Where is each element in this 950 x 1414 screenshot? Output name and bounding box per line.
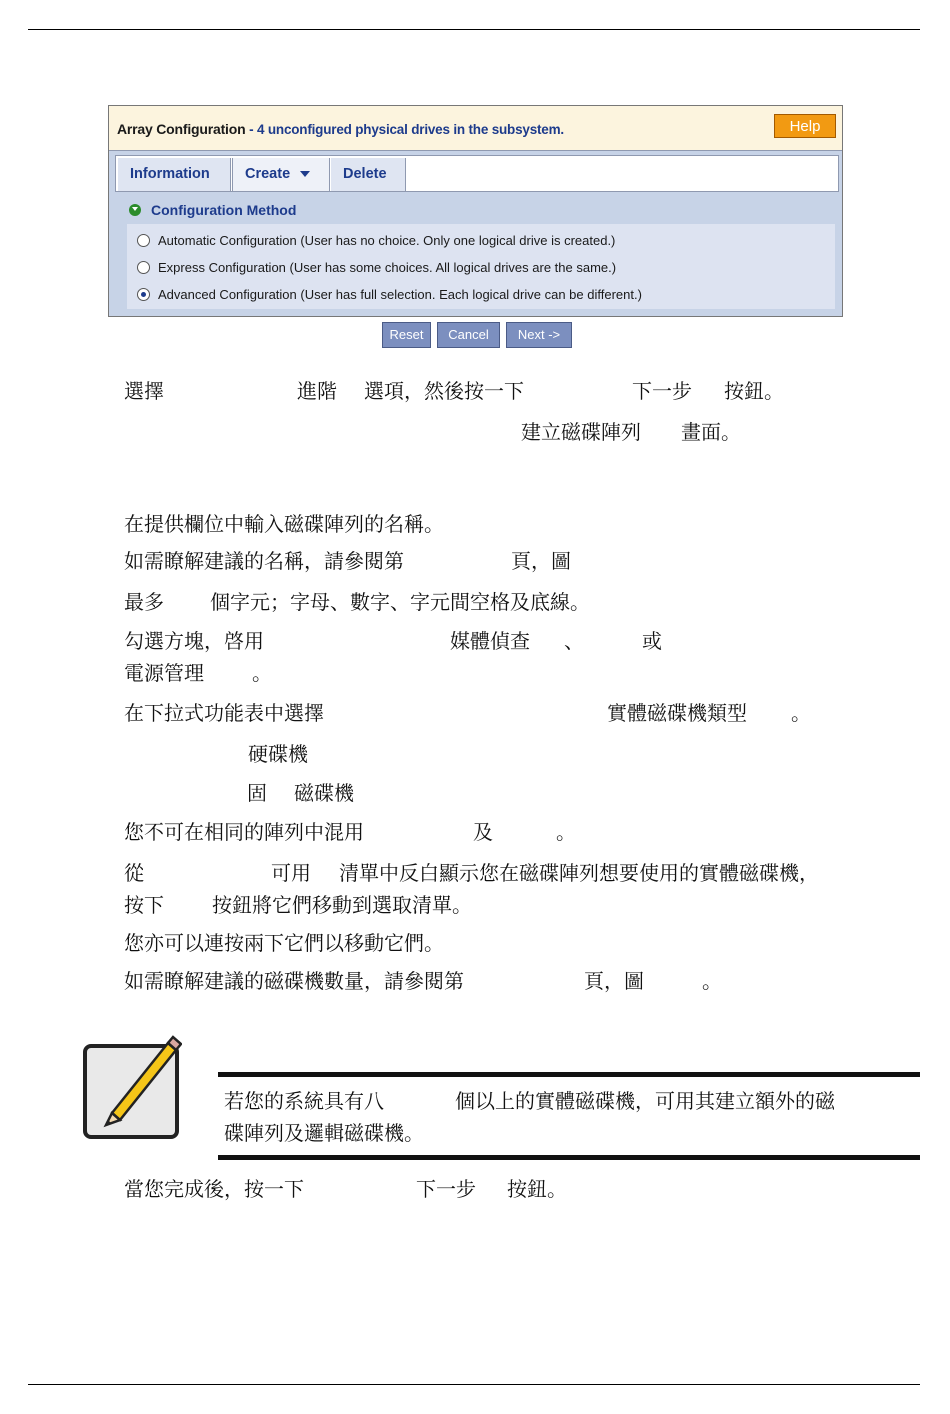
collapse-circle-icon	[129, 204, 141, 216]
step-text: 您不可在相同的陣列中混用	[124, 820, 364, 844]
header-rule	[28, 29, 920, 30]
note-top-rule	[218, 1072, 920, 1077]
step-text: 最多	[124, 590, 164, 614]
footer-rule	[28, 1384, 920, 1385]
chevron-down-icon	[300, 171, 310, 177]
step-text: 按鈕。	[724, 379, 784, 403]
step-text: 清單中反白顯示您在磁碟陣列想要使用的實體磁碟機，	[339, 861, 819, 885]
step-text: 建立磁碟陣列	[521, 420, 641, 444]
step-text: 、	[564, 629, 584, 653]
tab-create[interactable]	[232, 158, 330, 191]
title-text: Array Configuration	[117, 121, 246, 137]
step-text: 從	[124, 861, 144, 885]
configuration-method-header[interactable]	[129, 202, 296, 218]
tab-bar	[115, 155, 839, 192]
step-text: 頁，圖	[511, 549, 571, 573]
radio-advanced[interactable]	[137, 288, 150, 301]
option-label: Express Configuration (User has some choices. All logical drives are the same.)	[158, 260, 617, 275]
step-text: 勾選方塊，啓用	[124, 629, 264, 653]
step-text: 。	[791, 701, 811, 725]
option-automatic[interactable]	[137, 231, 615, 251]
step-text: 您亦可以連按兩下它們以移動它們。	[124, 931, 444, 955]
panel-header	[109, 106, 842, 151]
step-text: 或	[642, 629, 662, 653]
cancel-button[interactable]: Cancel	[437, 322, 500, 348]
step-text: 及	[473, 820, 493, 844]
step-text: 硬碟機	[248, 742, 308, 766]
next-button[interactable]: Next ->	[506, 322, 572, 348]
note-bottom-rule	[218, 1155, 920, 1160]
option-label: Automatic Configuration (User has no choice. Only one logical drive is created.)	[158, 233, 616, 248]
tab-information[interactable]: Information	[118, 158, 231, 191]
step-text: 按鈕。	[507, 1177, 567, 1201]
step-text: 。	[556, 820, 576, 844]
step-text: 媒體偵查	[450, 629, 530, 653]
step-text: 當您完成後，按一下	[124, 1177, 304, 1201]
reset-button[interactable]: Reset	[382, 322, 431, 348]
step-text: 電源管理	[124, 661, 204, 685]
panel-title	[117, 121, 564, 137]
step-text: 如需瞭解建議的磁碟機數量，請參閱第	[124, 969, 464, 993]
radio-automatic[interactable]	[137, 234, 150, 247]
note-text: 碟陣列及邏輯磁碟機。	[224, 1121, 424, 1145]
step-text: 。	[702, 969, 722, 993]
step-text: 磁碟機	[294, 781, 354, 805]
step-text: 畫面。	[681, 420, 741, 444]
step-text: 。	[252, 661, 272, 685]
help-button[interactable]: Help	[774, 114, 836, 138]
step-text: 選項，然後按一下	[364, 379, 524, 403]
note-text: 個以上的實體磁碟機，可用其建立額外的磁	[455, 1089, 835, 1113]
configuration-options	[127, 224, 835, 309]
note-text: 若您的系統具有八	[224, 1089, 384, 1113]
step-text: 如需瞭解建議的名稱，請參閱第	[124, 549, 404, 573]
step-text: 個字元；字母、數字、字元間空格及底線。	[210, 590, 590, 614]
step-text: 頁，圖	[584, 969, 644, 993]
option-express[interactable]	[137, 258, 616, 278]
step-text: 實體磁碟機類型	[607, 701, 747, 725]
subtitle-text: - 4 unconfigured physical drives in the subsystem.	[249, 122, 564, 137]
tab-create-label: Create	[245, 166, 291, 182]
section-label: Configuration Method	[151, 202, 297, 218]
step-text: 下一步	[416, 1177, 476, 1201]
step-text: 選擇	[124, 379, 164, 403]
step-text: 下一步	[632, 379, 692, 403]
radio-express[interactable]	[137, 261, 150, 274]
note-pencil-icon	[82, 1033, 182, 1139]
step-text: 在下拉式功能表中選擇	[124, 701, 324, 725]
array-configuration-panel	[108, 105, 843, 317]
option-label: Advanced Configuration (User has full selection. Each logical drive can be different.)	[158, 287, 642, 302]
step-text: 在提供欄位中輸入磁碟陣列的名稱。	[124, 512, 444, 536]
step-text: 固	[247, 781, 267, 805]
step-text: 按鈕將它們移動到選取清單。	[212, 893, 472, 917]
tab-delete[interactable]: Delete	[331, 158, 406, 191]
step-text: 按下	[124, 893, 164, 917]
step-text: 可用	[271, 861, 311, 885]
option-advanced[interactable]	[137, 285, 642, 305]
step-text: 進階	[297, 379, 337, 403]
